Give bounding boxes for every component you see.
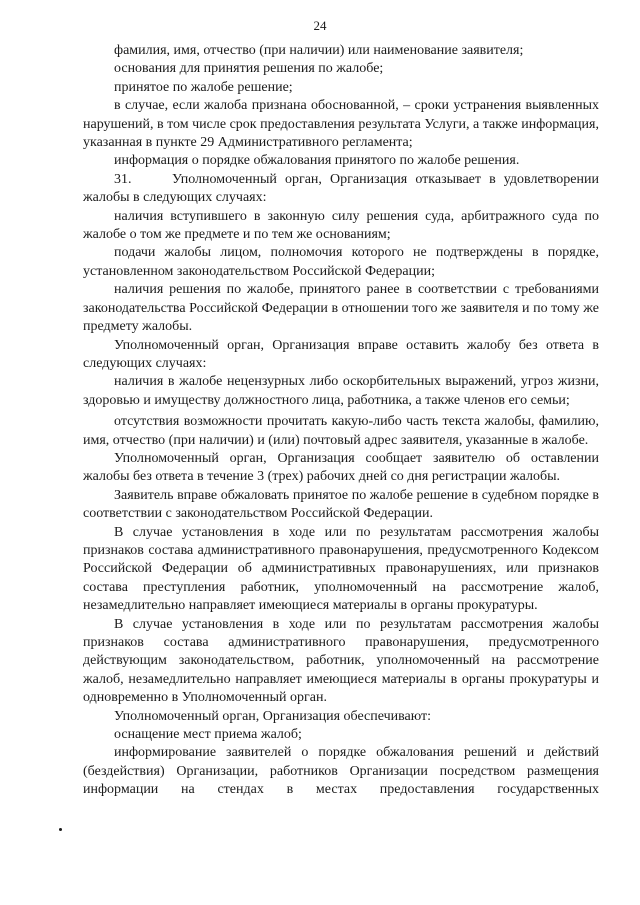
page-number: 24 (313, 18, 327, 33)
paragraph: Уполномоченный орган, Организация обеспечивают: (114, 708, 432, 724)
paragraph: В случае установления в ходе или по результатам рассмотрения жалобы признаков состава административного правонарушения, предусмотренного действующим законодательством, работник, уполномоченный на рассмотрение жалоб, незамедлительно направляет имеющиеся материалы в органы прокуратуры и одновременно в Уполномоченный орган. (83, 616, 599, 706)
paragraph: наличия в жалобе нецензурных либо оскорбительных выражений, угроз жизни, здоровью и имуществу должностного лица, работника, а также членов его семьи; (83, 374, 599, 408)
paragraph: подачи жалобы лицом, полномочия которого не подтверждены в порядке, установленном законодательством Российской Федерации; (83, 245, 599, 279)
paragraph: фамилия, имя, отчество (при наличии) или наименование заявителя; (114, 43, 524, 58)
paragraph: основания для принятия решения по жалобе; (114, 61, 384, 77)
paragraph: наличия вступившего в законную силу решения суда, арбитражного суда по жалобе о том же предмете и по тем же основаниям; (83, 208, 599, 243)
paragraph: принятое по жалобе решение; (114, 79, 293, 95)
paragraph: в случае, если жалоба признана обоснованной, – сроки устранения выявленных нарушений, в том числе срок предоставления результата Услуги, а также информация, указанная в пункте 29 Административного регламента; (83, 98, 599, 151)
paragraph: В случае установления в ходе или по результатам рассмотрения жалобы признаков состава административного правонарушения, предусмотренного Кодексом Российской Федерации об административных правонарушениях, или признаков состава преступления работник, уполномоченный на рассмотрение жалоб, незамедлительно направляет имеющиеся материалы в органы прокуратуры. (83, 524, 599, 614)
margin-dot-mark (59, 828, 62, 831)
paragraph: Заявитель вправе обжаловать принятое по жалобе решение в судебном порядке в соответствии с законодательством Российской Федерации. (83, 487, 599, 522)
paragraph: отсутствия возможности прочитать какую-либо часть текста жалобы, фамилию, имя, отчество (при наличии) и (или) почтовый адрес заявителя, указанные в жалобе. (83, 414, 599, 448)
document-body (83, 42, 603, 800)
paragraph: информация о порядке обжалования принятого по жалобе решения. (114, 153, 520, 169)
paragraph: Уполномоченный орган, Организация вправе оставить жалобу без ответа в следующих случаях: (83, 337, 599, 371)
paragraph: информирование заявителей о порядке обжалования решений и действий (бездействия) Организации, работников Организации посредством размещения информации на стендах в местах предоставления государственных (83, 745, 599, 798)
paragraph: оснащение мест приема жалоб; (114, 727, 302, 743)
paragraph: Уполномоченный орган, Организация сообщает заявителю об оставлении жалобы без ответа в течение 3 (трех) рабочих дней со дня регистрации жалобы. (83, 450, 599, 485)
paragraph: наличия решения по жалобе, принятого ранее в соответствии с требованиями законодательства Российской Федерации в отношении того же заявителя и по тому же предмету жалобы. (83, 282, 599, 335)
paragraph-clause-31: 31. Уполномоченный орган, Организация отказывает в удовлетворении жалобы в следующих случаях: (83, 171, 603, 206)
